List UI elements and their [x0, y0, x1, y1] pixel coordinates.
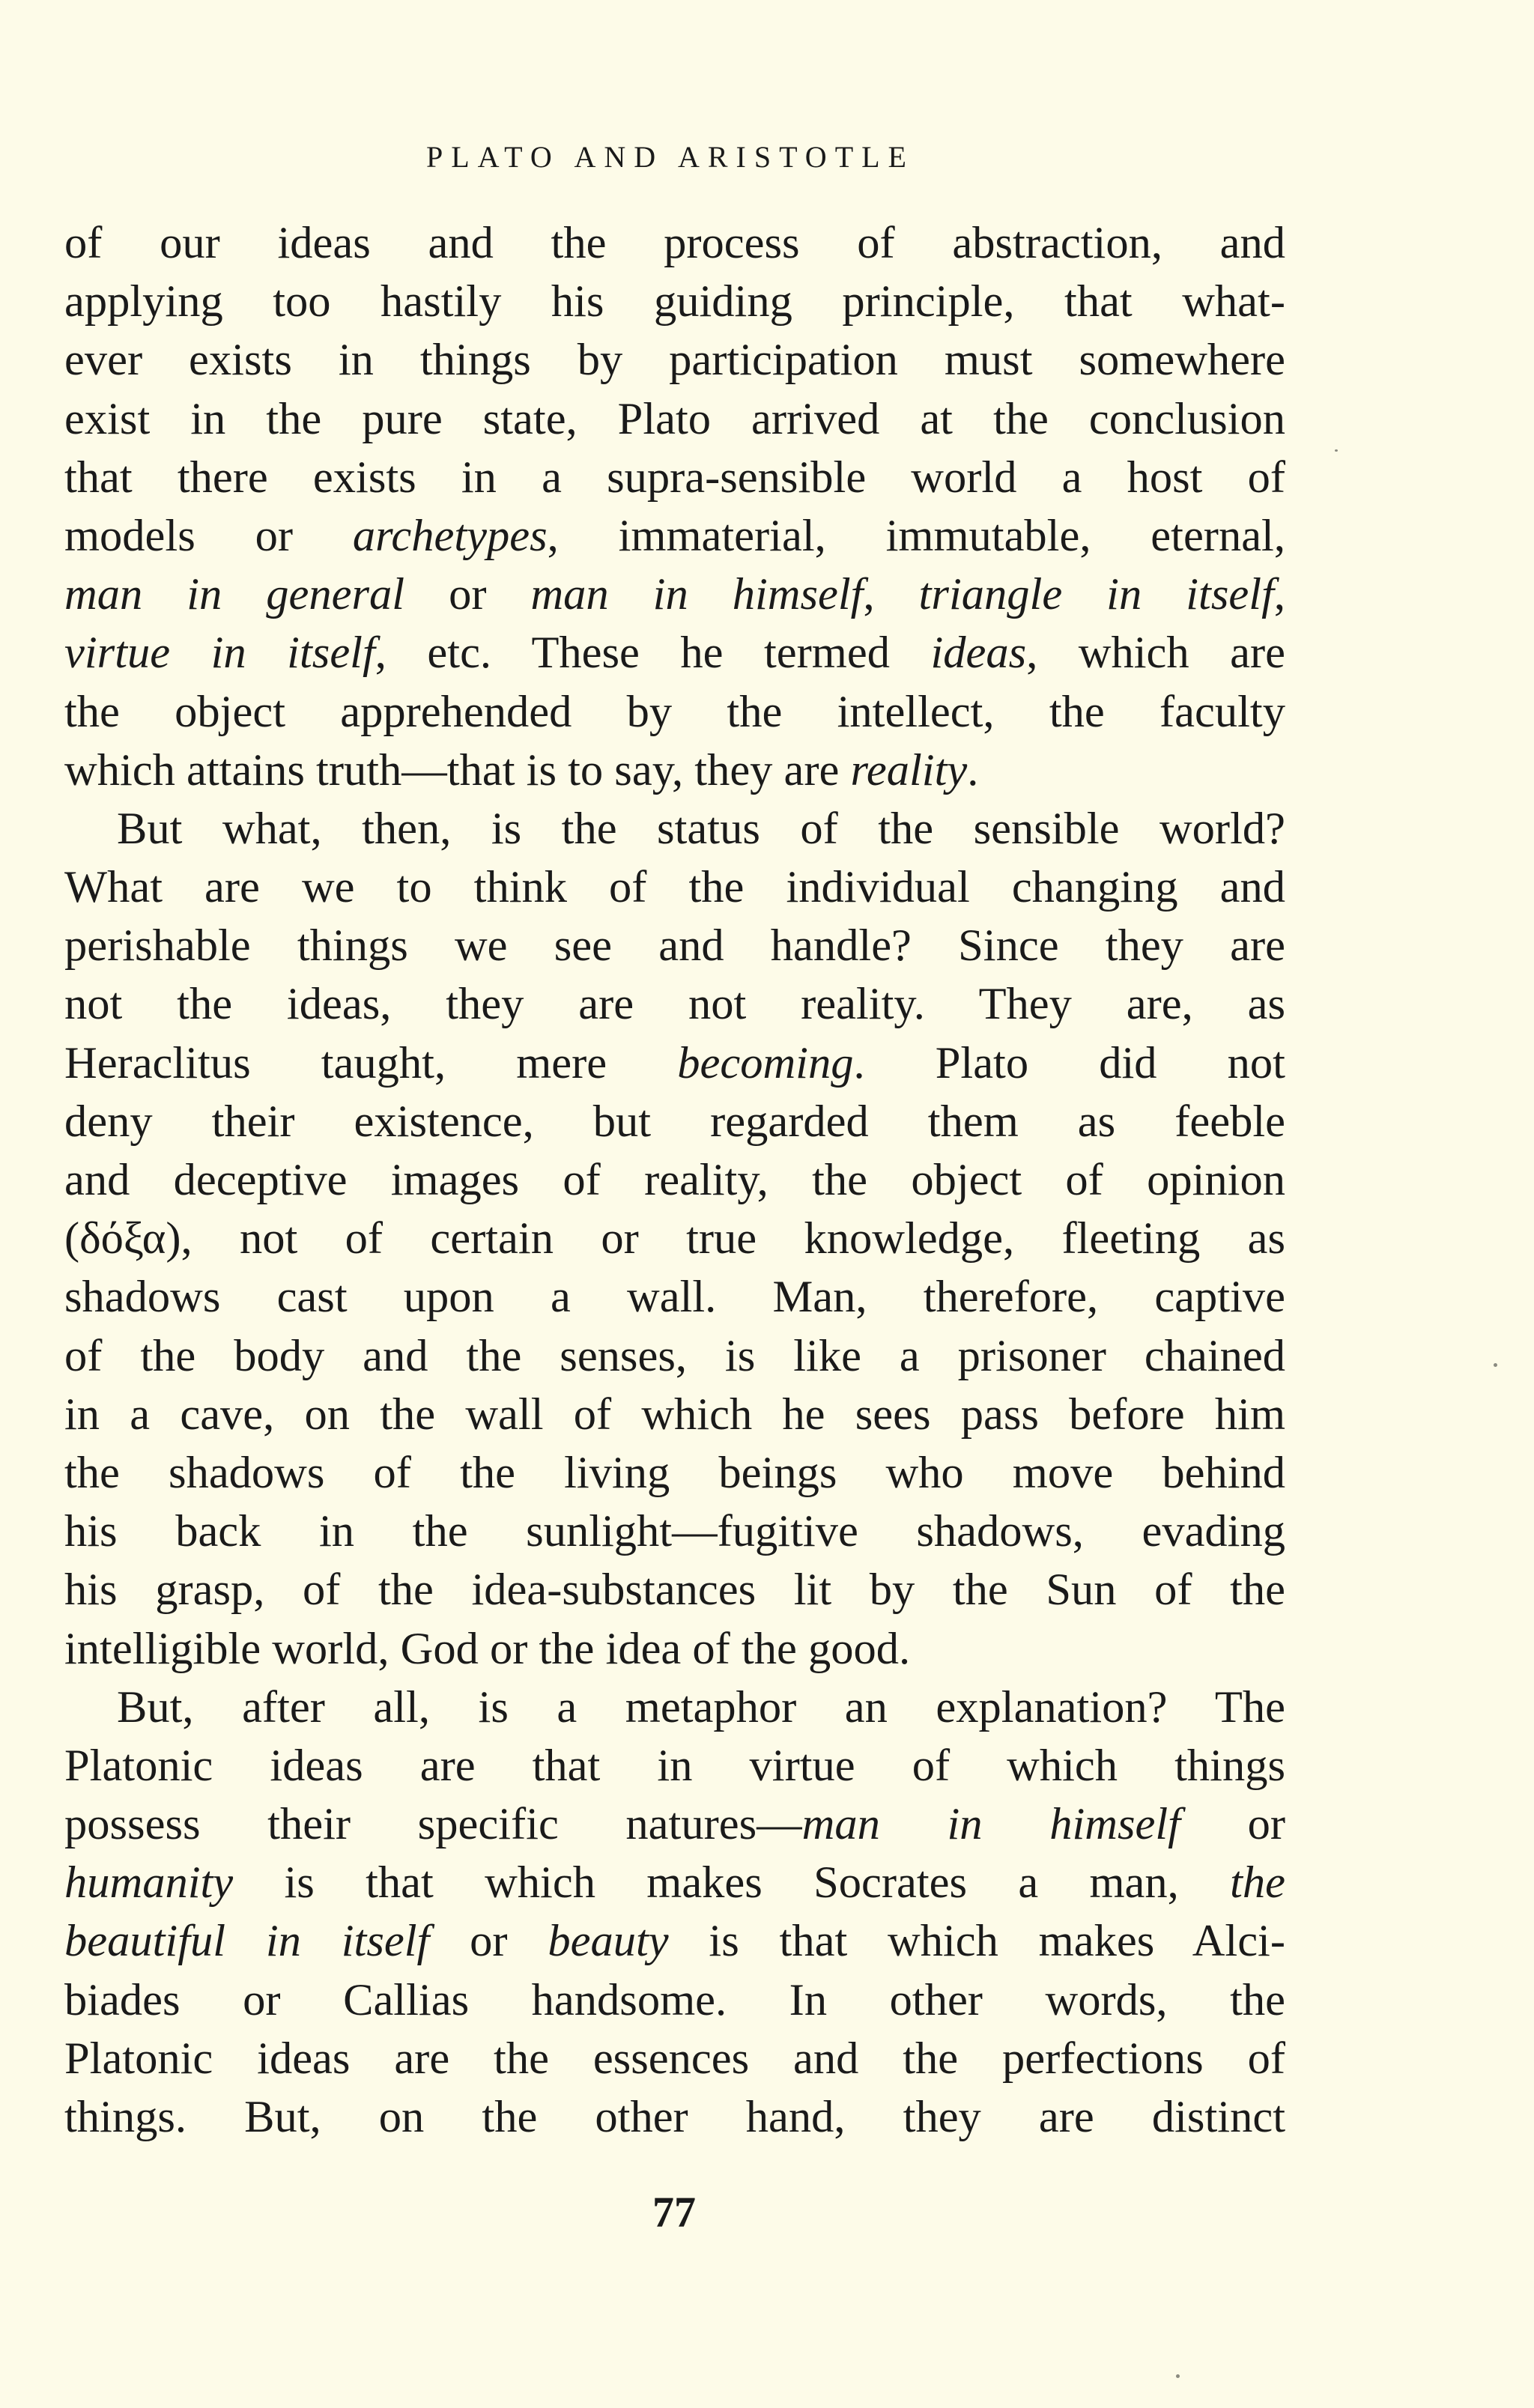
- text-line: his grasp, of the idea-substances lit by the Sun of the: [64, 1565, 1285, 1616]
- text-line: of our ideas and the process of abstraction, and: [64, 218, 1285, 268]
- text-line: the shadows of the living beings who move behind: [64, 1447, 1285, 1498]
- text-line: perishable things we see and handle? Since they are: [64, 921, 1285, 971]
- body-text: [64, 214, 1285, 2147]
- text-line: (δόξα), not of certain or true knowledge, fleeting as: [64, 1213, 1285, 1264]
- text-line: and deceptive images of reality, the object of opinion: [64, 1155, 1285, 1205]
- text-line: Platonic ideas are that in virtue of which things: [64, 1740, 1285, 1791]
- text-line: things. But, on the other hand, they are distinct: [64, 2092, 1285, 2142]
- text-line: exist in the pure state, Plato arrived at the conclusion: [64, 393, 1285, 444]
- print-speck: [1335, 449, 1338, 452]
- text-line: in a cave, on the wall of which he sees pass before him: [64, 1389, 1285, 1440]
- text-line: the object apprehended by the intellect, the faculty: [64, 686, 1285, 737]
- text-line: humanity is that which makes Socrates a man, the: [64, 1857, 1285, 1908]
- text-line: his back in the sunlight—fugitive shadows, evading: [64, 1506, 1285, 1557]
- text-line: beautiful in itself or beauty is that which makes Alci-: [64, 1916, 1285, 1967]
- text-line: not the ideas, they are not reality. They are, as: [64, 979, 1285, 1030]
- text-line: Heraclitus taught, mere becoming. Plato did not: [64, 1037, 1285, 1088]
- text-line: But, after all, is a metaphor an explanation? The: [117, 1681, 1285, 1732]
- text-line: intelligible world, God or the idea of the good.: [64, 1623, 911, 1674]
- text-line: virtue in itself, etc. These he termed ideas, which are: [64, 628, 1285, 679]
- print-speck: [1494, 1363, 1497, 1367]
- text-line: shadows cast upon a wall. Man, therefore, captive: [64, 1272, 1285, 1323]
- text-line: applying too hastily his guiding principle, that what-: [64, 276, 1285, 327]
- text-line: What are we to think of the individual changing and: [64, 862, 1285, 913]
- text-line: of the body and the senses, is like a prisoner chained: [64, 1330, 1285, 1381]
- text-line: that there exists in a supra-sensible world a host of: [64, 452, 1285, 503]
- text-line: biades or Callias handsome. In other words, the: [64, 1974, 1285, 2025]
- text-line: But what, then, is the status of the sensible world?: [117, 803, 1285, 854]
- print-speck: [1176, 2374, 1180, 2378]
- text-line: which attains truth—that is to say, they are reality.: [64, 744, 979, 795]
- running-head: PLATO AND ARISTOTLE: [425, 140, 915, 174]
- text-line: deny their existence, but regarded them as feeble: [64, 1096, 1285, 1147]
- page-number: 77: [652, 2188, 696, 2236]
- text-line: ever exists in things by participation must somewhere: [64, 335, 1285, 386]
- text-line: Platonic ideas are the essences and the perfections of: [64, 2033, 1285, 2084]
- text-line: models or archetypes, immaterial, immutable, eternal,: [64, 510, 1285, 561]
- text-line: possess their specific natures—man in himself or: [64, 1799, 1285, 1850]
- text-line: man in general or man in himself, triangle in itself,: [64, 569, 1285, 620]
